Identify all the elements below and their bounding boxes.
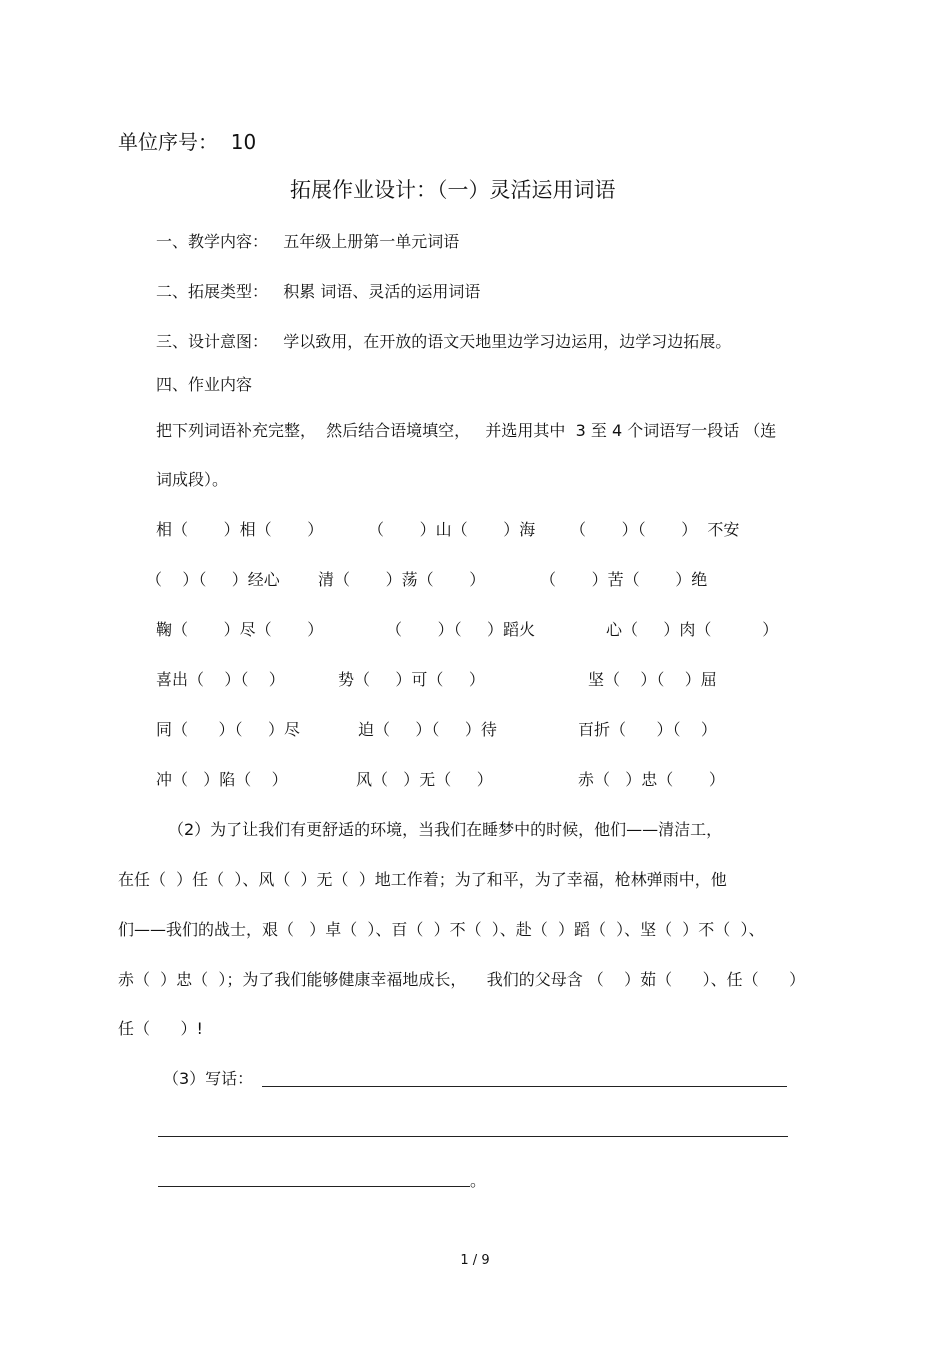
fill-paragraph-line-1: （2）为了让我们有更舒适的环境，当我们在睡梦中的时候，他们——清洁工，	[168, 820, 723, 839]
instruction-line-2: 词成段）。	[156, 470, 229, 489]
word-blank: 风（ ）无（ ）	[356, 770, 493, 789]
word-blank: 相（ ）相（ ）	[156, 520, 324, 539]
fill-paragraph-line-4: 赤（ ）忠（ ）；为了我们能够健康幸福地成长， 我们的父母含 （ ）茹（ ）、任（ ）	[118, 970, 806, 989]
word-blank: 赤（ ）忠（ ）	[578, 770, 725, 789]
word-blank: （ ）苦（ ）绝	[540, 570, 708, 589]
writing-line	[158, 1136, 788, 1137]
page-number: 1 / 9	[460, 1253, 490, 1268]
section-teaching-content: 一、教学内容： 五年级上册第一单元词语	[156, 232, 460, 251]
word-blank: （ ）（ ）经心	[146, 570, 280, 589]
writing-end-mark: 。	[470, 1171, 487, 1190]
word-blank: （ ）（ ）蹈火	[386, 620, 536, 639]
page-title: 拓展作业设计：（一）灵活运用词语	[290, 178, 616, 202]
word-blank: 百折（ ）（ ）	[578, 720, 717, 739]
fill-paragraph-line-3: 们——我们的战士，艰（ ）卓（ ）、百（ ）不（ ）、赴（ ）蹈（ ）、坚（ ）不（ ）、	[118, 920, 765, 939]
word-blank: 喜出（ ）（ ）	[156, 670, 285, 689]
word-blank: 迫（ ）（ ）待	[358, 720, 497, 739]
word-blank: （ ）（ ） 不安	[570, 520, 740, 539]
section-homework-heading: 四、作业内容	[156, 375, 253, 394]
fill-paragraph-line-5: 任（ ）!	[118, 1019, 203, 1038]
writing-line	[262, 1086, 787, 1087]
fill-paragraph-line-2: 在任（ ）任（ ）、风（ ）无（ ）地工作着；为了和平，为了幸福，枪林弹雨中，他	[118, 870, 727, 889]
word-blank: 同（ ）（ ）尽	[156, 720, 300, 739]
writing-label: （3）写话：	[163, 1069, 254, 1088]
word-blank: 坚（ ）（ ）屈	[588, 670, 717, 689]
word-blank: 清（ ）荡（ ）	[318, 570, 486, 589]
word-blank: 势（ ）可（ ）	[338, 670, 485, 689]
word-blank: （ ）山（ ）海	[368, 520, 536, 539]
writing-line	[158, 1186, 470, 1187]
instruction-line-1: 把下列词语补充完整， 然后结合语境填空， 并选用其中 3 至 4 个词语写一段话 （连	[156, 421, 777, 440]
section-design-intent: 三、设计意图： 学以致用，在开放的语文天地里边学习边运用，边学习边拓展。	[156, 332, 732, 351]
word-blank: 冲（ ）陷（ ）	[156, 770, 288, 789]
section-extension-type: 二、拓展类型： 积累 词语、灵活的运用词语	[156, 282, 481, 301]
word-blank: 鞠（ ）尽（ ）	[156, 620, 324, 639]
word-blank: 心（ ）肉（ ）	[606, 620, 779, 639]
unit-number: 单位序号： 10	[118, 130, 257, 154]
